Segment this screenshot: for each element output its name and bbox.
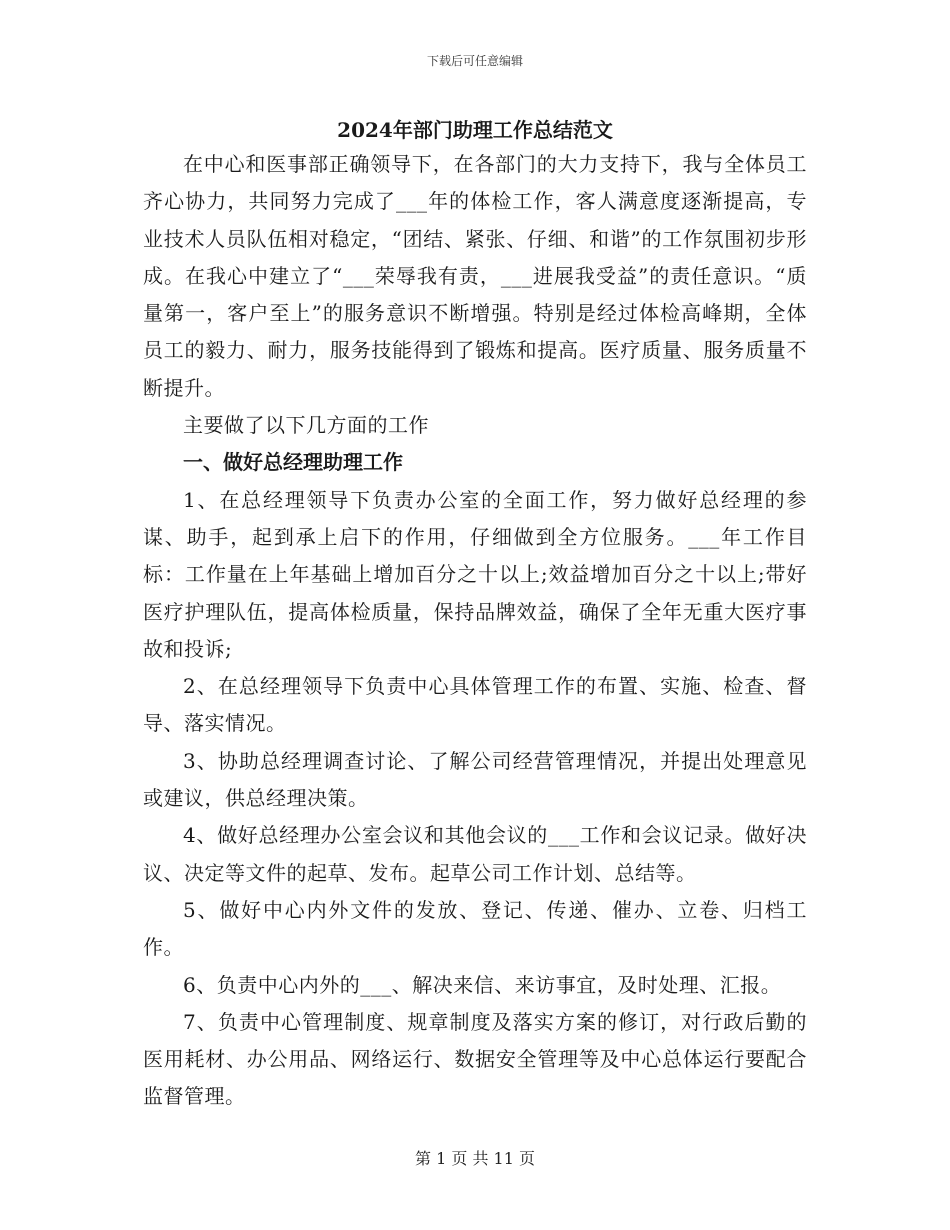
document-title: 2024年部门助理工作总结范文: [337, 118, 613, 142]
section-heading: 一、做好总经理助理工作: [183, 450, 403, 475]
item-paragraph-2: 2、在总经理领导下负责中心具体管理工作的布置、实施、检查、督导、落实情况。: [143, 674, 807, 736]
summary-lead-paragraph: 主要做了以下几方面的工作: [183, 413, 429, 438]
item-paragraph-1: 1、在总经理领导下负责办公室的全面工作，努力做好总经理的参谋、助手，起到承上启下的作用，仔细做到全方位服务。___年工作目标：工作量在上年基础上增加百分之十以上;效益增加百分之十以上;带好医疗护理队伍，提高体检质量，保持品牌效益，确保了全年无重大医疗事故和投诉;: [143, 487, 807, 661]
item-paragraph-6: 6、负责中心内外的___、解决来信、来访事宜，及时处理、汇报。: [183, 972, 782, 997]
page-footer: 第 1 页 共 11 页: [415, 1149, 535, 1168]
document-body: [143, 146, 807, 1116]
item-paragraph-3: 3、协助总经理调查讨论、了解公司经营管理情况，并提出处理意见或建议，供总经理决策。: [143, 748, 807, 811]
item-paragraph-7: 7、负责中心管理制度、规章制度及落实方案的修订，对行政后勤的医用耗材、办公用品、网络运行、数据安全管理等及中心总体运行要配合监督管理。: [143, 1009, 807, 1109]
item-paragraph-4: 4、做好总经理办公室会议和其他会议的___工作和会议记录。做好决议、决定等文件的起草、发布。起草公司工作计划、总结等。: [143, 823, 807, 885]
intro-paragraph: 在中心和医事部正确领导下，在各部门的大力支持下，我与全体员工齐心协力，共同努力完成了___年的体检工作，客人满意度逐渐提高，专业技术人员队伍相对稳定，“团结、紧张、仔细、和谐”的工作氛围初步形成。在我心中建立了“___荣辱我有责，___进展我受益”的责任意识。“质量第一，客户至上”的服务意识不断增强。特别是经过体检高峰期，全体员工的毅力、耐力，服务技能得到了锻炼和提高。医疗质量、服务质量不断提升。: [143, 152, 807, 400]
page-header: 下载后可任意编辑: [426, 54, 523, 68]
item-paragraph-5: 5、做好中心内外文件的发放、登记、传递、催办、立卷、归档工作。: [143, 897, 807, 960]
